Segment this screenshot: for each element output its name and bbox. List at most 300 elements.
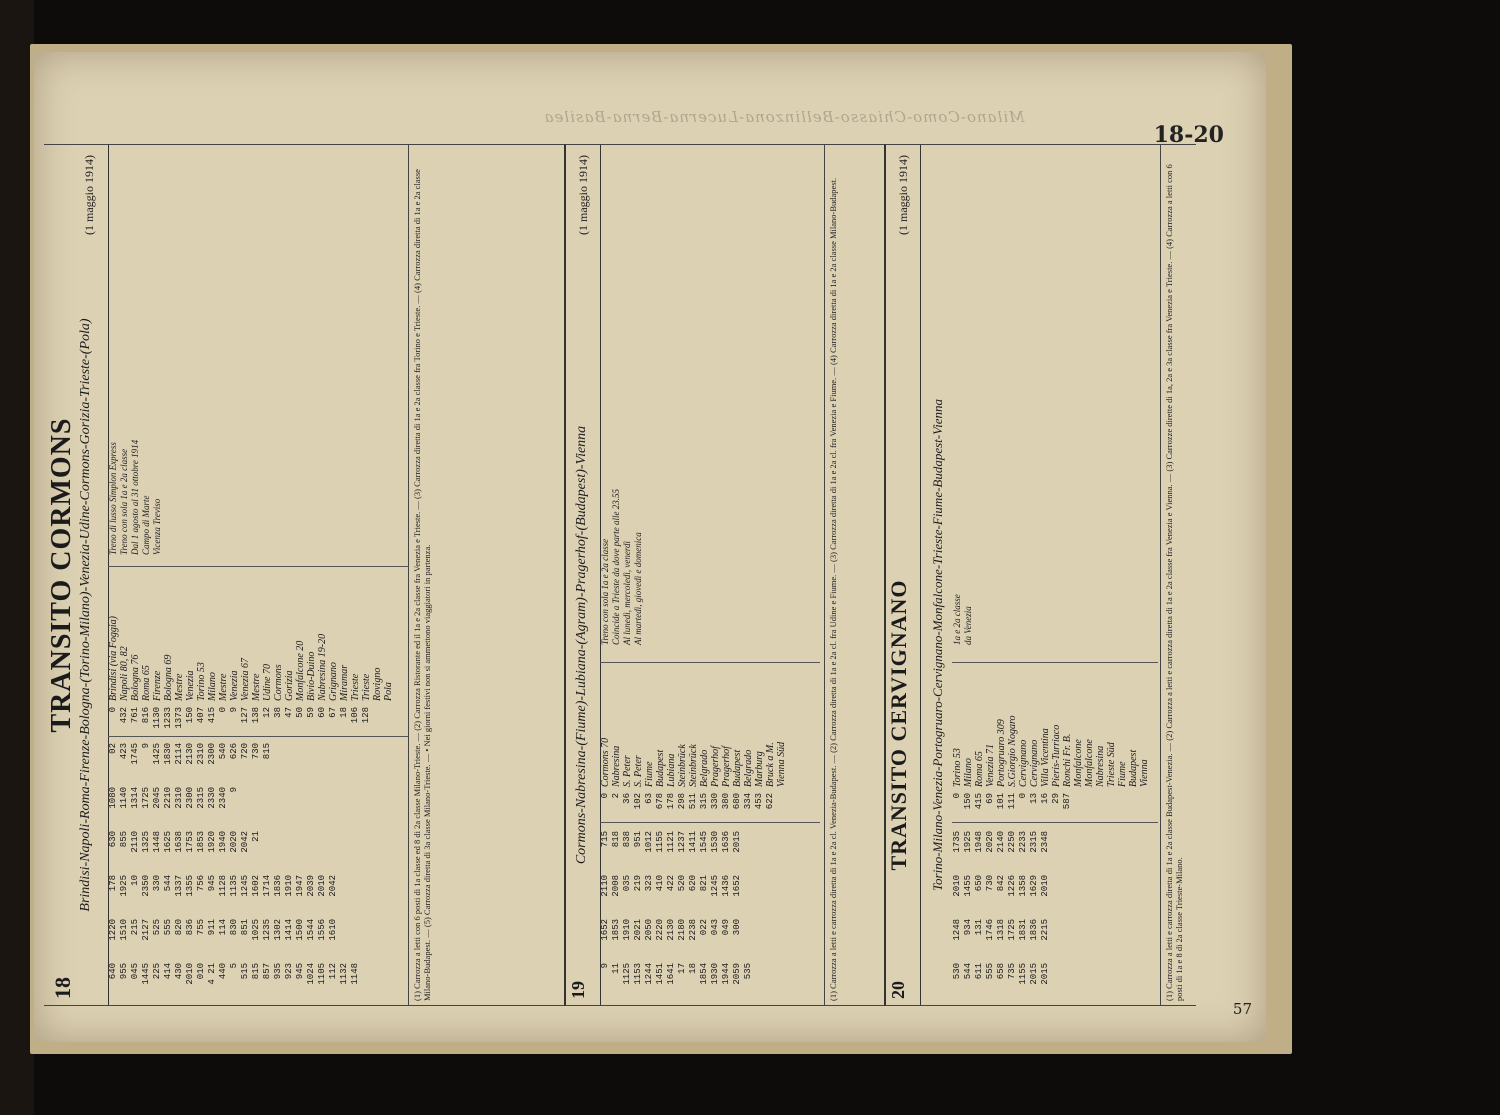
time-cell: 101 <box>996 793 1006 810</box>
station-list <box>108 571 394 701</box>
time-cell: 1746 <box>985 919 995 941</box>
time-cell: 1153 <box>633 963 643 985</box>
section-18-notes: (1) Carrozza a letti con 6 posti di 1a classe ed 8 di 2a classe Milano-Trieste. — (2) Carrozza Ristorante ed il 1a e 2a classe fra Venezia e Trieste. — (3) Carrozza diretta di 1a e 2a classe fra Torino e Trieste. — (4) Carrozza diretta di 1a e 2a classe Milano-Budapest. — (5) Carrozza diretta di 3a classe Milano-Trieste. — • Nei giorni festivi non si ammettono viaggiatori in partenza. <box>412 169 432 1001</box>
time-cell: 1373 <box>174 707 184 729</box>
time-cell: 951 <box>633 831 643 848</box>
time-cell: 1836 <box>1029 919 1039 941</box>
time-cell: 18 <box>339 707 349 718</box>
time-cell: 1641 <box>666 963 676 985</box>
station-name: Budapest <box>732 749 743 787</box>
time-cell: 453 <box>754 793 764 810</box>
time-cell: 838 <box>622 831 632 848</box>
time-cell: 17 <box>677 963 687 974</box>
time-cell: 1545 <box>699 831 709 853</box>
station-name: Milano <box>207 672 218 701</box>
time-cell: 1925 <box>119 875 129 897</box>
time-cell: 1358 <box>1018 875 1028 897</box>
time-cell: 857 <box>262 963 272 980</box>
time-cell: 29 <box>1051 793 1061 804</box>
km-column <box>600 793 776 819</box>
time-cell: 1121 <box>666 831 676 853</box>
legend-line: Treno con sola 1a e 2a classe <box>119 448 129 555</box>
time-cell: 1155 <box>655 831 665 853</box>
time-cell: 730 <box>985 875 995 892</box>
station-name: Pola <box>383 682 394 701</box>
time-cell: 18 <box>688 963 698 974</box>
time-cell: 0 <box>952 793 962 799</box>
time-cell: 540 <box>218 743 228 760</box>
column-rule <box>600 822 820 823</box>
time-column <box>108 787 240 825</box>
time-column <box>600 963 754 1001</box>
time-cell: 225 <box>152 963 162 980</box>
station-name: Monfalcone <box>1084 739 1095 787</box>
date-note: (1 maggio 1914) <box>896 155 910 235</box>
time-cell: 114 <box>218 919 228 936</box>
time-cell: 131 <box>974 919 984 936</box>
time-cell: 1544 <box>306 919 316 941</box>
time-cell: 1436 <box>721 875 731 897</box>
time-cell: 2010 <box>1040 875 1050 897</box>
section-title: TRANSITO CORMONS <box>46 417 77 733</box>
station-name: Brindisi (via Foggia) <box>108 616 119 701</box>
station-name: Pragerhof <box>710 746 721 787</box>
station-name: Miramar <box>339 664 350 701</box>
time-cell: 0 <box>1018 793 1028 799</box>
column-rule <box>952 662 1158 663</box>
time-cell: 2215 <box>1040 919 1050 941</box>
time-cell: 730 <box>251 743 261 760</box>
time-cell: 2210 <box>163 787 173 809</box>
time-cell: 2315 <box>196 787 206 809</box>
time-cell: 1226 <box>1007 875 1017 897</box>
time-cell: 650 <box>974 875 984 892</box>
time-column <box>600 875 743 913</box>
time-cell: 59 <box>306 707 316 718</box>
time-cell: 2238 <box>688 919 698 941</box>
station-name: Marburg <box>754 751 765 787</box>
time-cell: 1455 <box>963 875 973 897</box>
time-cell: 2020 <box>229 831 239 853</box>
time-cell: 5 <box>229 963 239 969</box>
time-cell: 2114 <box>174 743 184 765</box>
time-cell: 2021 <box>633 919 643 941</box>
time-cell: 13 <box>1029 793 1039 804</box>
time-cell: 035 <box>622 875 632 892</box>
station-name: Bologna 69 <box>163 654 174 701</box>
time-cell: 1248 <box>952 919 962 941</box>
time-cell: 544 <box>963 963 973 980</box>
book-spine <box>0 0 34 1115</box>
time-cell: 715 <box>600 831 610 848</box>
station-list <box>600 667 787 787</box>
time-cell: 525 <box>152 919 162 936</box>
time-cell: 430 <box>174 963 184 980</box>
time-cell: 415 <box>974 793 984 810</box>
station-name: Steinbrück <box>677 744 688 787</box>
time-cell: 2008 <box>611 875 621 897</box>
station-name: Pragerhof <box>721 746 732 787</box>
time-cell: 1714 <box>262 875 272 897</box>
station-name: Bivio-Duino <box>306 651 317 701</box>
train-legend <box>600 175 644 645</box>
time-cell: 815 <box>262 743 272 760</box>
time-cell: 923 <box>284 963 294 980</box>
time-cell: 544 <box>163 875 173 892</box>
time-cell: 818 <box>611 831 621 848</box>
station-name: Portogruaro 309 <box>996 719 1007 787</box>
time-cell: 2015 <box>1029 963 1039 985</box>
time-cell: 2130 <box>185 743 195 765</box>
time-cell: 10 <box>130 875 140 886</box>
time-cell: 842 <box>996 875 1006 892</box>
time-cell: 2015 <box>1040 963 1050 985</box>
time-cell: 1610 <box>328 919 338 941</box>
time-cell: 1105 <box>317 963 327 985</box>
station-name: S. Peter <box>622 755 633 787</box>
time-cell: 0 <box>600 793 610 799</box>
page-number-top: 18-20 <box>1153 122 1224 148</box>
time-cell: 1355 <box>185 875 195 897</box>
time-cell: 1128 <box>218 875 228 897</box>
time-cell: 414 <box>163 963 173 980</box>
station-name: Vienna <box>1139 759 1150 787</box>
station-name: Steinbrück <box>688 744 699 787</box>
legend-line: Vicenza Treviso <box>152 498 162 555</box>
station-name: Venezia <box>229 670 240 701</box>
time-cell: 1831 <box>1018 919 1028 941</box>
time-cell: 2250 <box>1007 831 1017 853</box>
legend-line: Al martedì, giovedì e domenica <box>633 532 643 645</box>
time-cell: 2127 <box>141 919 151 941</box>
time-column <box>600 831 743 869</box>
date-note: (1 maggio 1914) <box>576 155 590 235</box>
legend-line: 1a e 2a classe <box>952 594 962 645</box>
time-cell: 1220 <box>108 919 118 941</box>
time-cell: 60 <box>317 707 327 718</box>
time-cell: 178 <box>666 793 676 810</box>
time-cell: 2010 <box>185 963 195 985</box>
section-20-header <box>886 145 921 1005</box>
time-cell: 1636 <box>721 831 731 853</box>
time-cell: 2330 <box>207 787 217 809</box>
time-cell: 111 <box>1007 793 1017 810</box>
station-name: Udine 70 <box>262 664 273 701</box>
time-cell: 330 <box>152 875 162 892</box>
time-cell: 112 <box>328 963 338 980</box>
time-cell: 298 <box>677 793 687 810</box>
column-rule <box>108 566 408 567</box>
time-cell: 138 <box>251 707 261 724</box>
time-cell: 334 <box>743 793 753 810</box>
time-cell: 215 <box>130 919 140 936</box>
time-cell: 47 <box>284 707 294 718</box>
time-cell: 1940 <box>218 831 228 853</box>
time-cell: 1836 <box>273 875 283 897</box>
station-name: Trieste <box>350 673 361 701</box>
time-cell: 1629 <box>1029 875 1039 897</box>
time-cell: 432 <box>119 707 129 724</box>
station-name: Bologna 76 <box>130 654 141 701</box>
time-cell: 21 <box>251 831 261 842</box>
station-name: Nabresina <box>611 745 622 787</box>
time-cell: 045 <box>130 963 140 980</box>
section-number: 20 <box>888 981 908 999</box>
time-cell: 9 <box>229 707 239 713</box>
time-cell: 1745 <box>130 743 140 765</box>
time-column <box>952 919 1051 957</box>
time-cell: 1853 <box>196 831 206 853</box>
time-cell: 1148 <box>350 963 360 985</box>
time-cell: 128 <box>361 707 371 724</box>
time-column <box>952 831 1051 869</box>
time-cell: 2180 <box>677 919 687 941</box>
station-name: Monfalcone 20 <box>295 640 306 701</box>
time-cell: 178 <box>108 875 118 892</box>
notes-rule <box>824 145 825 1005</box>
page-number-bottom: 57 <box>1232 1000 1252 1018</box>
time-cell: 2042 <box>328 875 338 897</box>
station-name: Nabresina 19-20 <box>317 633 328 701</box>
time-cell: 1155 <box>1018 963 1028 985</box>
time-cell: 2348 <box>1040 831 1050 853</box>
time-cell: 756 <box>196 875 206 892</box>
time-cell: 380 <box>721 793 731 810</box>
time-cell: 678 <box>655 793 665 810</box>
date-note: (1 maggio 1914) <box>82 155 96 235</box>
time-cell: 761 <box>130 707 140 724</box>
time-cell: 821 <box>699 875 709 892</box>
legend-line: Al lunedì, mercoledì, venerdì <box>622 540 632 645</box>
section-title: TRANSITO CERVIGNANO <box>886 579 911 871</box>
station-name: Belgrado <box>743 749 754 787</box>
time-cell: 587 <box>1062 793 1072 810</box>
time-cell: 1233 <box>163 707 173 729</box>
time-cell: 1725 <box>1007 919 1017 941</box>
time-cell: 12 <box>262 707 272 718</box>
time-cell: 67 <box>328 707 338 718</box>
time-cell: 2039 <box>306 875 316 897</box>
time-cell: 0 <box>108 707 118 713</box>
time-cell: 1638 <box>174 831 184 853</box>
station-name: Lubiana <box>666 753 677 787</box>
time-cell: 934 <box>963 919 973 936</box>
time-cell: 1025 <box>251 919 261 941</box>
legend-line: Dal 1 agosto al 31 ottobre 1914 <box>130 439 140 555</box>
time-cell: 2130 <box>666 919 676 941</box>
time-cell: 1830 <box>163 743 173 765</box>
time-cell: 611 <box>974 963 984 980</box>
time-cell: 520 <box>677 875 687 892</box>
notes-rule <box>408 145 409 1005</box>
station-name: Venezia 71 <box>985 743 996 787</box>
time-column <box>952 963 1051 1001</box>
station-name: Budapest <box>1128 749 1139 787</box>
station-name: Ronchi Fr. B. <box>1062 733 1073 787</box>
time-cell: 4 21 <box>207 963 217 985</box>
station-name: Fiume <box>1117 761 1128 787</box>
time-cell: 9 <box>600 963 610 969</box>
time-cell: 1318 <box>996 919 1006 941</box>
time-cell: 2050 <box>644 919 654 941</box>
time-cell: 1530 <box>710 831 720 853</box>
time-cell: 816 <box>141 707 151 724</box>
time-cell: 2 <box>611 793 621 799</box>
station-name: Napoli 80, 82 <box>119 646 130 701</box>
station-name: Cervignano <box>1029 739 1040 787</box>
time-cell: 36 <box>622 793 632 804</box>
time-cell: 640 <box>108 963 118 980</box>
station-name: Firenze <box>152 670 163 701</box>
time-cell: 2233 <box>1018 831 1028 853</box>
time-cell: 330 <box>710 793 720 810</box>
time-cell: 1135 <box>229 875 239 897</box>
time-cell: 219 <box>633 875 643 892</box>
time-cell: 022 <box>699 919 709 936</box>
time-cell: 1244 <box>644 963 654 985</box>
legend-line: Coincide a Trieste da dove parte alle 23.55 <box>611 489 621 645</box>
time-cell: 106 <box>350 707 360 724</box>
time-cell: 622 <box>765 793 775 810</box>
section-19-notes: (1) Carrozza a letti e carrozza diretta di 1a e 2a cl. Venezia-Budapest. — (2) Carrozza diretta di 1a e 2a cl. fra Udine e Fiume. — (3) Carrozza diretta di 1a e 2a cl. fra Venezia e Fiume. — (4) Carrozza diretta di 1a e 2a classe Milano-Budapest. <box>828 177 838 1001</box>
time-cell: 38 <box>273 707 283 718</box>
time-cell: 2220 <box>655 919 665 941</box>
time-cell: 315 <box>699 793 709 810</box>
station-name: Gorizia <box>284 670 295 701</box>
time-column <box>108 919 339 957</box>
time-cell: 410 <box>655 875 665 892</box>
time-cell: 2045 <box>152 787 162 809</box>
time-cell: 2110 <box>130 831 140 853</box>
time-cell: 2310 <box>196 743 206 765</box>
time-cell: 955 <box>119 963 129 980</box>
time-cell: 555 <box>985 963 995 980</box>
station-name: Nabresina <box>1095 745 1106 787</box>
time-cell: 2315 <box>1029 831 1039 853</box>
time-cell: 043 <box>710 919 720 936</box>
time-cell: 1012 <box>644 831 654 853</box>
time-cell: 830 <box>229 919 239 936</box>
time-cell: 851 <box>240 919 250 936</box>
km-column <box>108 707 372 733</box>
section-18 <box>44 144 564 1006</box>
time-cell: 1080 <box>108 787 118 809</box>
time-cell: 620 <box>688 875 698 892</box>
time-column <box>600 919 743 957</box>
time-cell: 2042 <box>240 831 250 853</box>
time-cell: 1451 <box>655 963 665 985</box>
time-cell: 945 <box>295 963 305 980</box>
time-cell: 50 <box>295 707 305 718</box>
rotated-timetable <box>44 146 1194 1006</box>
time-cell: 2310 <box>174 787 184 809</box>
time-cell: 1625 <box>163 831 173 853</box>
time-cell: 423 <box>119 743 129 760</box>
station-name: Fiume <box>644 761 655 787</box>
train-legend <box>952 445 974 645</box>
time-cell: 911 <box>207 919 217 936</box>
station-name: Bruck a M. <box>765 742 776 787</box>
station-name: Roma 65 <box>974 751 985 787</box>
km-column <box>952 793 1073 819</box>
station-name: Mestre <box>251 673 262 701</box>
time-cell: 1854 <box>699 963 709 985</box>
time-cell: 1500 <box>295 919 305 941</box>
time-cell: 1411 <box>688 831 698 853</box>
time-cell: 755 <box>196 919 206 936</box>
time-cell: 2300 <box>185 787 195 809</box>
train-headers <box>108 165 163 555</box>
time-cell: 150 <box>185 707 195 724</box>
time-cell: 945 <box>207 875 217 892</box>
station-name: Venezia <box>185 670 196 701</box>
time-cell: 1735 <box>952 831 962 853</box>
route-title: Cormons-Nabresina-(Fiume)-Lubiana-(Agram)-Pragerhof-(Budapest)-Vienna <box>574 425 589 865</box>
station-name: Budapest <box>655 749 666 787</box>
bleed-through-text: Milano-Como-Chiasso-Bellinzona-Lucerna-Berna-Basilea <box>543 108 1025 126</box>
time-cell: 1930 <box>710 963 720 985</box>
time-cell: 720 <box>240 743 250 760</box>
time-cell: 515 <box>240 963 250 980</box>
station-name: Villa Vicentina <box>1040 728 1051 787</box>
section-20-notes: (1) Carrozza a letti e carrozza diretta di 1a e 2a classe Budapest-Venezia. — (2) Carrozza a letti e carrozza diretta di 1a e 2a classe fra Venezia e Vienna. — (3) Carrozze dirette di 1a, 2a e 3a classe fra Venezia e Trieste. — (4) Carrozza a letti con 6 posti di 1a e 8 di 2a classe Trieste-Milano. <box>1164 164 1184 1001</box>
time-cell: 1910 <box>284 875 294 897</box>
station-name: Mestre <box>174 673 185 701</box>
time-cell: 1510 <box>119 919 129 941</box>
section-19-header <box>566 145 601 1005</box>
time-cell: 300 <box>732 919 742 936</box>
route-line: Torino-Milano-Venezia-Portogruaro-Cervignano-Monfalcone-Trieste-Fiume-Budapest-Vienna <box>930 399 945 892</box>
time-cell: 626 <box>229 743 239 760</box>
time-cell: 535 <box>743 963 753 980</box>
time-cell: 1245 <box>240 875 250 897</box>
time-cell: 2110 <box>600 875 610 897</box>
time-cell: 555 <box>163 919 173 936</box>
time-column <box>108 743 273 781</box>
section-19 <box>564 144 886 1006</box>
section-number: 19 <box>568 981 588 999</box>
time-cell: 2340 <box>218 787 228 809</box>
legend-line: Campo di Marte <box>141 495 151 555</box>
station-name: Cormons <box>273 664 284 701</box>
time-cell: 2059 <box>732 963 742 985</box>
time-cell: 1652 <box>732 875 742 897</box>
time-cell: 11 <box>611 963 621 974</box>
time-cell: 1753 <box>185 831 195 853</box>
time-cell: 630 <box>108 831 118 848</box>
time-cell: 1130 <box>152 707 162 729</box>
station-name: Cormons 70 <box>600 737 611 787</box>
time-cell: 735 <box>1007 963 1017 980</box>
time-cell: 1652 <box>600 919 610 941</box>
station-name: Trieste Süd <box>1106 742 1117 787</box>
station-name: Milano <box>963 758 974 787</box>
time-cell: 2140 <box>996 831 1006 853</box>
time-cell: 1325 <box>141 831 151 853</box>
section-20 <box>884 144 1196 1006</box>
time-cell: 9 <box>229 787 239 793</box>
legend-line: da Venezia <box>963 606 973 645</box>
station-name: Rovigno <box>372 667 383 701</box>
time-cell: 511 <box>688 793 698 810</box>
time-cell: 323 <box>644 875 654 892</box>
station-name: Trieste <box>361 673 372 701</box>
station-name: S. Peter <box>633 755 644 787</box>
time-cell: 1235 <box>262 919 272 941</box>
time-cell: 1414 <box>284 919 294 941</box>
station-name: Torino 53 <box>952 748 963 787</box>
time-cell: 1337 <box>174 875 184 897</box>
